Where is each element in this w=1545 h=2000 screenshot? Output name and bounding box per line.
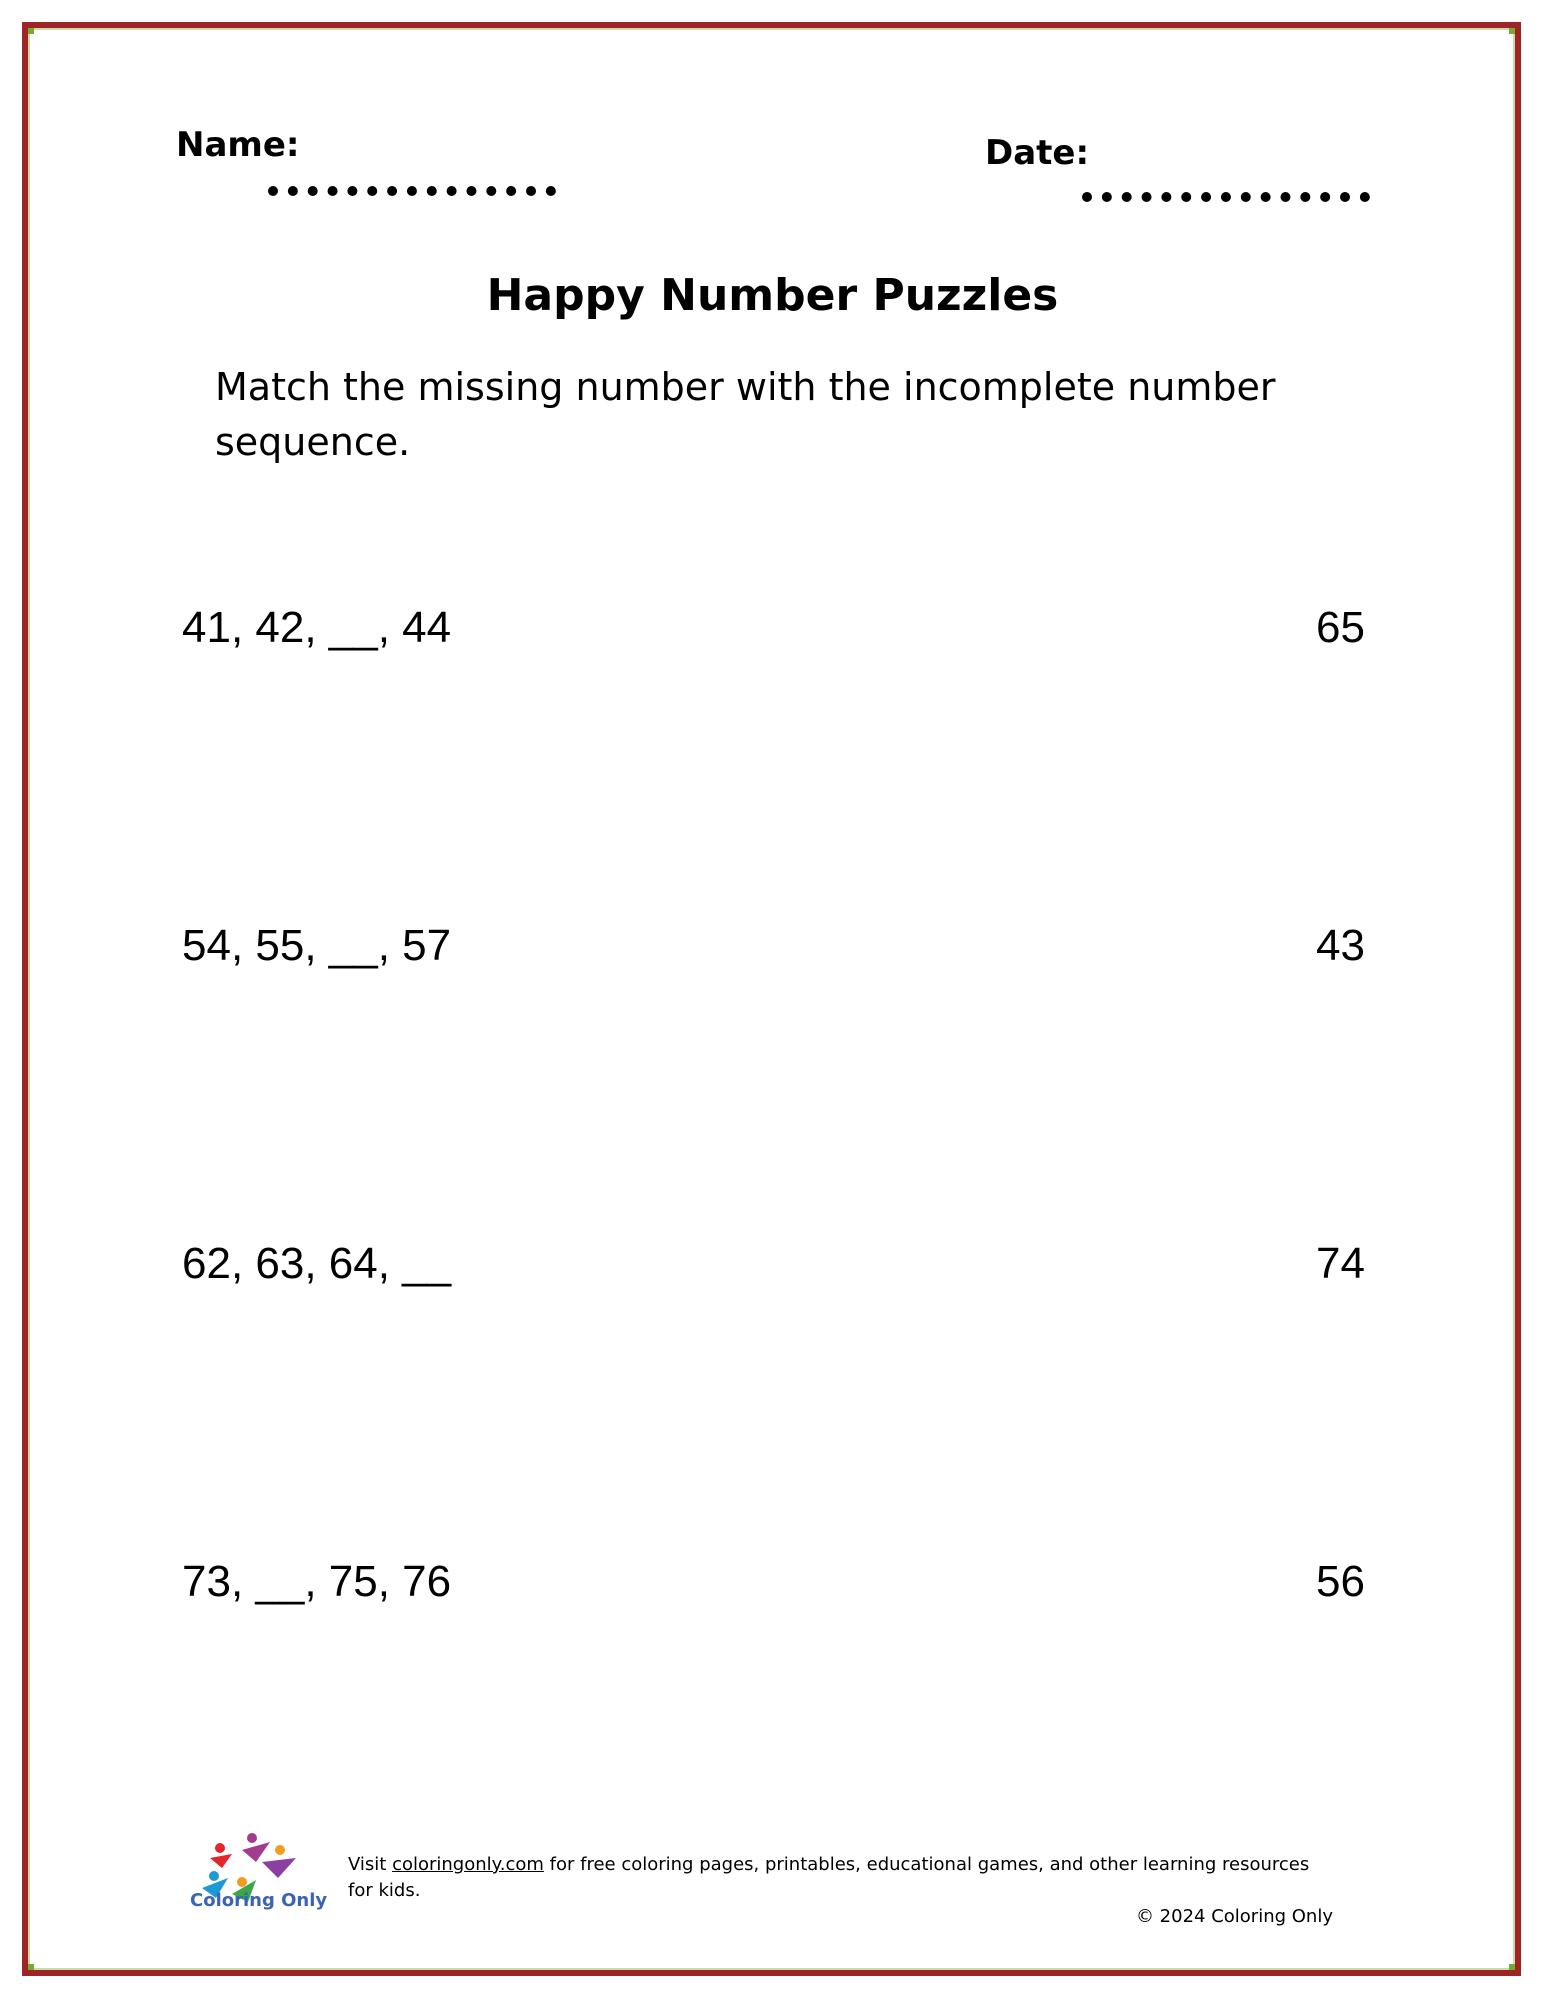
- sequence-4: 73, __, 75, 76: [182, 1557, 452, 1606]
- answer-1: 65: [1316, 603, 1365, 652]
- coloringonly-link[interactable]: coloringonly.com: [392, 1854, 544, 1875]
- corner-mark: [1509, 1964, 1515, 1970]
- name-field[interactable]: [268, 176, 556, 196]
- page-title: Happy Number Puzzles: [486, 270, 1059, 321]
- sequence-2: 54, 55, __, 57: [182, 921, 452, 970]
- sequence-1: 41, 42, __, 44: [182, 603, 452, 652]
- corner-mark: [28, 1964, 34, 1970]
- logo-text: Coloring Only: [190, 1890, 328, 1911]
- footer-visit-prefix: Visit: [348, 1854, 393, 1875]
- footer-line-1: [348, 1852, 1333, 1904]
- instructions-text: Match the missing number with the incomplete number sequence.: [215, 365, 1276, 464]
- answer-2: 43: [1316, 921, 1365, 970]
- date-field[interactable]: [1082, 182, 1370, 202]
- date-label: Date:: [985, 133, 1090, 173]
- answer-3: 74: [1316, 1239, 1365, 1288]
- sequence-3: 62, 63, 64, __: [182, 1239, 452, 1288]
- answer-4: 56: [1316, 1557, 1365, 1606]
- footer-visit-suffix: for free coloring pages, printables, educational games, and other learning resources for kids.: [348, 1854, 1310, 1901]
- name-label: Name:: [176, 125, 300, 165]
- footer: [348, 1852, 1333, 1930]
- copyright-text: © 2024 Coloring Only: [1135, 1906, 1333, 1927]
- corner-mark: [28, 28, 34, 34]
- corner-mark: [1509, 28, 1515, 34]
